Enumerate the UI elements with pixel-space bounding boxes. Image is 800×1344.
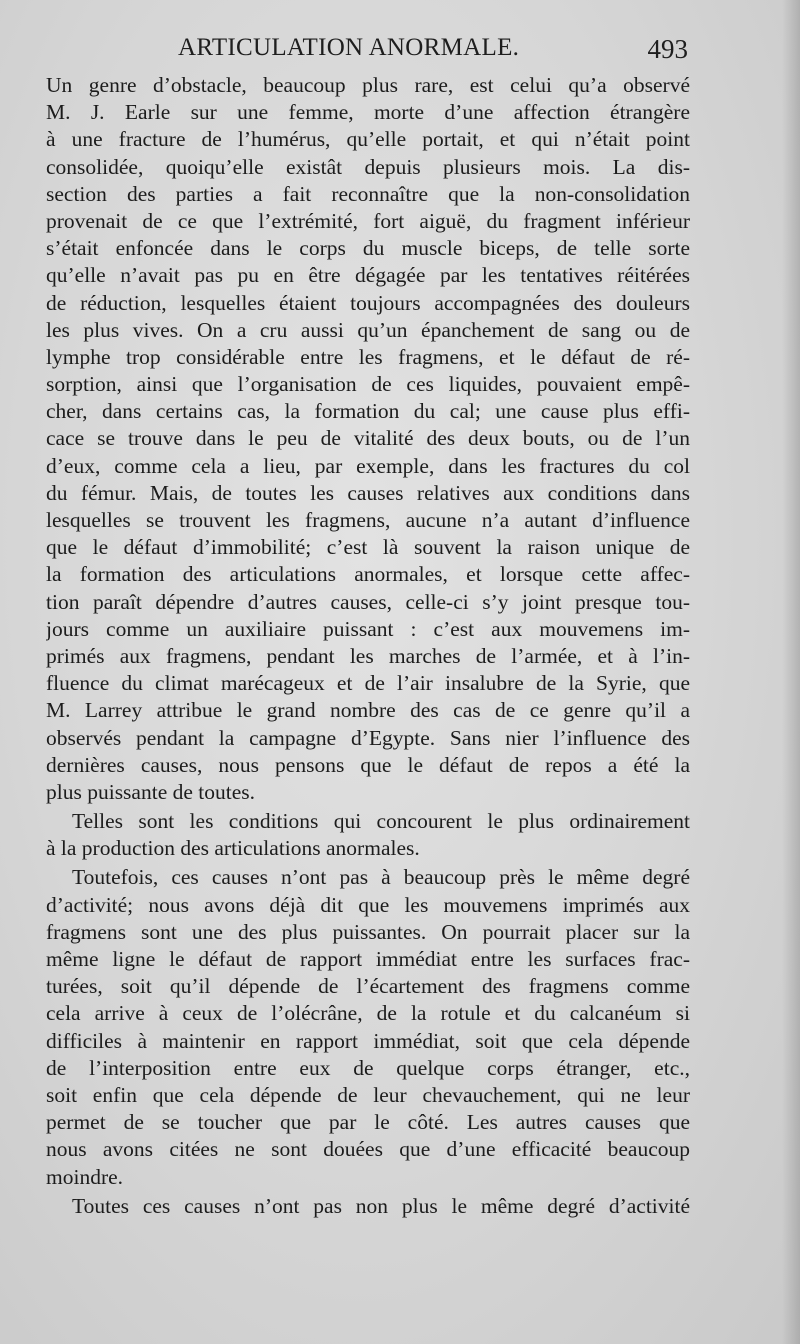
text-line: observés pendant la campagne d’Egypte. Sans nier l’influence des bbox=[46, 725, 690, 750]
body-text bbox=[46, 72, 690, 1220]
text-line: de l’interposition entre eux de quelque corps étranger, etc., bbox=[46, 1055, 690, 1080]
text-line: provenait de ce que l’extrémité, fort aiguë, du fragment inférieur bbox=[46, 208, 690, 233]
running-head-title: ARTICULATION ANORMALE. bbox=[178, 34, 520, 61]
text-line: consolidée, quoiqu’elle existât depuis plusieurs mois. La dis- bbox=[46, 154, 690, 179]
paragraph bbox=[46, 864, 690, 1190]
text-line: turées, soit qu’il dépende de l’écartement des fragmens comme bbox=[46, 974, 690, 999]
text-line: que le défaut d’immobilité; c’est là souvent la raison unique de bbox=[46, 535, 690, 560]
text-line: permet de se toucher que par le côté. Les autres causes que bbox=[46, 1110, 690, 1135]
text-line: même ligne le défaut de rapport immédiat entre les surfaces frac- bbox=[46, 947, 690, 971]
text-line: cace se trouve dans le peu de vitalité des deux bouts, ou de l’un bbox=[46, 426, 690, 451]
text-line: fragmens sont une des plus puissantes. On pourrait placer sur la bbox=[46, 919, 690, 944]
text-line: plus puissante de toutes. bbox=[46, 779, 256, 804]
text-line: Toutefois, ces causes n’ont pas à beaucoup près le même degré bbox=[72, 865, 690, 890]
text-line: Telles sont les conditions qui concourent le plus ordinairement bbox=[72, 809, 690, 834]
text-line: fluence du climat marécageux et de l’air insalubre de la Syrie, que bbox=[46, 671, 690, 696]
text-line: section des parties a fait reconnaître que la non-consolidation bbox=[46, 181, 690, 206]
text-line: cela arrive à ceux de l’olécrâne, de la rotule et du calcanéum si bbox=[46, 1001, 690, 1026]
text-line: M. J. Earle sur une femme, morte d’une affection étrangère bbox=[46, 100, 690, 125]
text-line: difficiles à maintenir en rapport immédiat, soit que cela dépende bbox=[46, 1028, 690, 1053]
paragraph bbox=[46, 808, 690, 862]
text-line: d’eux, comme cela a lieu, par exemple, dans les fractures du col bbox=[46, 453, 690, 478]
page-number: 493 bbox=[647, 34, 688, 64]
text-line: du fémur. Mais, de toutes les causes relatives aux conditions dans bbox=[46, 480, 690, 505]
text-line: cher, dans certains cas, la formation du cal; une cause plus effi- bbox=[46, 399, 690, 424]
text-line: lymphe trop considérable entre les fragmens, et le défaut de ré- bbox=[46, 344, 690, 369]
text-line: lesquelles se trouvent les fragmens, aucune n’a autant d’influence bbox=[46, 508, 690, 532]
text-line: sorption, ainsi que l’organisation de ces liquides, pouvaient empê- bbox=[46, 372, 690, 397]
paragraph bbox=[46, 72, 690, 806]
text-line: s’était enfoncée dans le corps du muscle biceps, de telle sorte bbox=[46, 236, 690, 261]
text-line: nous avons citées ne sont douées que d’une efficacité beaucoup bbox=[46, 1137, 690, 1162]
text-line: primés aux fragmens, pendant les marches de l’armée, et à l’in- bbox=[46, 643, 690, 668]
text-line: dernières causes, nous pensons que le défaut de repos a été la bbox=[46, 752, 690, 777]
text-line: qu’elle n’avait pas pu en être dégagée par les tentatives réitérées bbox=[46, 263, 690, 288]
text-line: moindre. bbox=[46, 1164, 124, 1189]
text-line: Un genre d’obstacle, beaucoup plus rare, est celui qu’a observé bbox=[46, 73, 690, 97]
text-line: tion paraît dépendre d’autres causes, celle-ci s’y joint presque tou- bbox=[46, 589, 690, 614]
text-line: Toutes ces causes n’ont pas non plus le même degré d’activité bbox=[72, 1193, 690, 1218]
text-line: jours comme un auxiliaire puissant : c’est aux mouvemens im- bbox=[46, 616, 690, 641]
paragraph bbox=[46, 1193, 690, 1220]
text-line: la formation des articulations anormales, et lorsque cette affec- bbox=[46, 562, 690, 587]
text-line: M. Larrey attribue le grand nombre des cas de ce genre qu’il a bbox=[46, 698, 690, 723]
text-line: soit enfin que cela dépende de leur chevauchement, qui ne leur bbox=[46, 1082, 690, 1107]
text-line: d’activité; nous avons déjà dit que les mouvemens imprimés aux bbox=[46, 892, 690, 917]
text-line: à une fracture de l’humérus, qu’elle portait, et qui n’était point bbox=[46, 127, 690, 152]
text-line: les plus vives. On a cru aussi qu’un épanchement de sang ou de bbox=[46, 317, 690, 342]
text-line: de réduction, lesquelles étaient toujours accompagnées des douleurs bbox=[46, 290, 690, 315]
running-head bbox=[46, 34, 688, 64]
text-line: à la production des articulations anormales. bbox=[46, 836, 420, 861]
